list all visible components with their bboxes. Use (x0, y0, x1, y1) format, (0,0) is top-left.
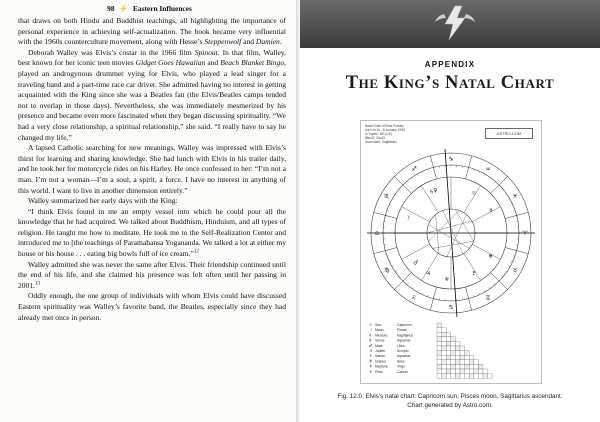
degree-tick (407, 181, 408, 183)
degree-tick (407, 284, 408, 286)
planet-row-glyph: ☽ (369, 327, 373, 333)
degree-tick (417, 174, 418, 176)
aspect-cell (474, 360, 479, 365)
planet-row-sign: Pisces (397, 328, 407, 333)
natal-chart-figure (360, 120, 542, 384)
planet-row-glyph: ♄ (369, 353, 373, 359)
degree-tick (392, 199, 394, 200)
house-cusp (472, 244, 500, 259)
text-run: “I think Elvis found in me an empty vessel into which he could pour all the knowledge that he had acquired. We talked about Buddhism, Hinduism, and all types of religion. He taught me how to meditate. He took me to the Self-Realization Center and introduced me to [the teachings of Paramahansa Yogananda. We talked a lot at either my house or his house . . . eating big bowls full of ice cream.” (18, 206, 286, 259)
aspect-cell (442, 369, 447, 374)
house-cusp (464, 186, 481, 213)
aspect-cell (455, 346, 460, 351)
aspect-cell (483, 369, 488, 374)
zodiac-glyph: ♒ (485, 166, 491, 174)
aspect-cell (437, 360, 442, 365)
sign-divider (505, 212, 528, 218)
aspect-cell (455, 341, 460, 346)
aspect-cell (455, 351, 460, 356)
footnote-ref: 13 (34, 281, 40, 287)
aspect-cell (437, 341, 442, 346)
aspect-cell (442, 328, 447, 333)
planet-row-glyph: ☿ (369, 332, 372, 338)
degree-tick (387, 256, 389, 257)
aspect-cell (451, 346, 456, 351)
figure-caption: Fig. 12.0. Elvis’s natal chart: Capricorn sun, Pisces moon, Sagittarius ascendant. Chart generated by Astro.com. (337, 393, 563, 409)
body-paragraph (18, 291, 286, 323)
aspect-cell (446, 332, 451, 337)
planet-row-glyph: ♅ (369, 358, 373, 364)
planet-row-sign: Aquarius (397, 354, 411, 359)
aspect-cell (469, 355, 474, 360)
running-header (0, 4, 299, 13)
degree-tick (498, 280, 499, 281)
zodiac-glyph: ♎ (374, 230, 380, 238)
body-paragraph (18, 143, 286, 196)
sign-divider (430, 287, 436, 310)
degree-tick (417, 290, 418, 292)
planet-glyph: ☽ (405, 215, 411, 222)
degree-tick (505, 271, 507, 272)
winged-lightning-logo-icon (435, 4, 475, 42)
page-number: 98 (107, 4, 115, 13)
text-run: , played an androgynous drummer vying for Elvis, who played a lead singer for a traveling band and a part-time race car driver. She admitted having no interest in getting acquainted with the King since she was a Beatles fan (the Elvis/Beatles camps tended not to overlap in those days). Nevertheless, she was immediately mesmerized by his presence and became even more fascinated when they began discussing spirituality. “We had a very close relationship, a spiritual relationship,” she said. “I really have to say he changed my life.” (18, 58, 286, 142)
aspect-cell (446, 374, 451, 379)
planet-row-name: Mars (375, 343, 383, 348)
zodiac-glyph: ♑ (448, 156, 454, 164)
degree-tick (502, 275, 504, 276)
aspect-cell (455, 360, 460, 365)
italic-title: Spinout (194, 47, 218, 57)
planet-row-name: Venus (375, 338, 385, 343)
house-cusp (402, 244, 430, 259)
aspect-cell (437, 364, 442, 369)
planet-row-sign: Aquarius (397, 338, 411, 343)
degree-tick (412, 287, 413, 289)
planet-glyph: ♆ (444, 276, 450, 283)
aspect-cell (469, 360, 474, 365)
degree-tick (474, 169, 475, 171)
planet-row-name: Moon (375, 328, 384, 333)
planet-glyph: ☿ (489, 208, 493, 214)
degree-tick (399, 275, 401, 276)
aspect-cell (437, 351, 442, 356)
degree-tick (513, 256, 515, 257)
body-paragraph (18, 196, 286, 207)
aspect-line (455, 209, 473, 241)
aspect-cell (478, 369, 483, 374)
aspect-cell (460, 346, 465, 351)
planet-row-glyph: ♀ (369, 337, 372, 343)
chart-header-line: 88w42, 34n15 (365, 136, 386, 140)
chart-header-line: Natal Chart of Elvis Presley (365, 124, 404, 128)
text-run: Deborah Walley was Elvis’s costar in the 1966 film (28, 47, 195, 57)
aspect-cell (455, 374, 460, 379)
aspect-cell (442, 360, 447, 365)
aspect-cell (465, 369, 470, 374)
sign-divider (374, 212, 397, 218)
aspect-cell (460, 364, 465, 369)
degree-tick (395, 271, 397, 272)
aspect-cell (437, 355, 442, 360)
planet-glyph: ♇ (471, 270, 477, 277)
chapter-title: The King’s Natal Chart (345, 73, 555, 93)
aspect-cell (451, 360, 456, 365)
planet-glyph: ♃ (425, 270, 431, 277)
degree-tick (403, 185, 404, 186)
aspect-cell (465, 351, 470, 356)
aspect-cell (446, 369, 451, 374)
planet-glyph: ♂ (413, 260, 419, 267)
planet-row-name: Jupiter (375, 349, 386, 353)
aspect-cell (442, 346, 447, 351)
degree-tick (403, 280, 404, 281)
italic-title: Damien (255, 37, 280, 47)
planet-row-glyph: ♃ (369, 348, 373, 353)
degree-tick (505, 194, 507, 195)
aspect-cell (442, 355, 447, 360)
text-run: Walley admitted she was never the same after Elvis. Their friendship continued until the end of his life, and she claimed his presence was felt often until her passing in 2001. (18, 259, 286, 290)
aspect-cell (442, 332, 447, 337)
body-text (18, 16, 286, 323)
aspect-cell (446, 364, 451, 369)
planet-row-sign: Cancer (397, 369, 408, 374)
planet-row-sign: Virgo (397, 364, 405, 369)
planet-row-sign: Capricorn (397, 323, 412, 327)
aspect-cell (465, 374, 470, 379)
aspect-cell (442, 351, 447, 356)
aspect-cell (474, 374, 479, 379)
planet-row-glyph: ♂ (369, 342, 373, 348)
aspect-cell (437, 346, 442, 351)
italic-title: Beach Blanket Bingo (220, 58, 285, 68)
degree-tick (412, 177, 413, 179)
chart-header-line: Ascendant: Sagittarius (365, 140, 397, 144)
aspect-cell (442, 341, 447, 346)
running-title: Eastern Influences (132, 4, 192, 13)
degree-tick (489, 177, 490, 179)
aspect-line (428, 225, 469, 249)
text-run: Walley summarized her early days with the King: (28, 196, 178, 206)
aspect-cell (442, 374, 447, 379)
aspect-cell (465, 364, 470, 369)
aspect-cell (451, 374, 456, 379)
planet-row-sign: Sagittarius (397, 333, 414, 338)
planet-row-name: Neptune (375, 364, 388, 369)
degree-tick (428, 295, 429, 297)
degree-tick (479, 293, 480, 295)
sign-divider (374, 247, 397, 253)
footnote-ref: 12 (193, 249, 199, 255)
aspect-cell (437, 369, 442, 374)
degree-tick (508, 199, 510, 200)
degree-tick (395, 194, 397, 195)
appendix-label: APPENDIX (424, 60, 476, 69)
aspect-cell (451, 364, 456, 369)
degree-tick (422, 171, 423, 173)
aspect-cell (469, 369, 474, 374)
aspect-cell (455, 355, 460, 360)
aspect-cell (437, 328, 442, 333)
degree-tick (389, 204, 391, 205)
aspect-cell (437, 332, 442, 337)
degree-tick (389, 261, 391, 262)
aspect-cell (437, 337, 442, 342)
aspect-cell (451, 355, 456, 360)
aspect-cell (460, 374, 465, 379)
lightning-bolt-icon: ⚡ (119, 5, 129, 13)
degree-tick (392, 266, 394, 267)
aspect-cell (460, 351, 465, 356)
aspect-cell (451, 351, 456, 356)
chart-header (365, 125, 537, 151)
degree-tick (428, 169, 429, 171)
planet-glyph: ♄ (429, 189, 435, 196)
degree-tick (387, 210, 389, 211)
planet-row-glyph: ♆ (369, 363, 373, 369)
degree-tick (511, 204, 513, 205)
planet-row-sign: Libra (397, 343, 405, 348)
zodiac-glyph: ♏ (384, 193, 390, 201)
planet-row-name: Uranus (375, 359, 386, 364)
aspect-cell (465, 360, 470, 365)
planet-row-sign: Scorpio (397, 349, 409, 353)
degree-tick (513, 210, 515, 211)
aspect-cell (446, 360, 451, 365)
right-page (300, 0, 600, 422)
planet-row-name: Pluto (375, 369, 383, 374)
aspect-cell (474, 364, 479, 369)
zodiac-glyph: ♋ (448, 304, 454, 312)
text-run: Oddly enough, the one group of individuals with whom Elvis could have discussed Eastern spirituality was Walley’s favorite band, the Beatles, especially since they had already met once in person. (18, 291, 286, 322)
chart-header-line: born on Tu., 8 January 1935 (365, 128, 405, 132)
aspect-cell (469, 364, 474, 369)
aspect-cell (451, 337, 456, 342)
italic-title: Gidget Goes Hawaiian (135, 58, 206, 68)
degree-tick (493, 181, 494, 183)
text-run: and (205, 58, 221, 68)
aspect-cell (442, 364, 447, 369)
aspect-cell (437, 323, 442, 328)
natal-wheel (367, 149, 535, 317)
aspect-cell (455, 369, 460, 374)
zodiac-glyph: ♈ (522, 230, 528, 238)
degree-tick (508, 266, 510, 267)
aspect-line (427, 221, 472, 233)
planet-aspect-table (367, 321, 535, 379)
aspect-cell (460, 360, 465, 365)
zodiac-glyph: ♍ (384, 267, 390, 275)
aspect-cell (478, 374, 483, 379)
body-paragraph (18, 207, 286, 260)
planet-row-name: Saturn (375, 354, 385, 359)
aspect-cell (460, 369, 465, 374)
planet-glyph: ♅ (488, 254, 494, 260)
planet-row-glyph: ♇ (369, 368, 373, 374)
left-page (0, 0, 299, 422)
aspect-line (428, 210, 459, 241)
degree-tick (422, 293, 423, 295)
aspect-cell (446, 351, 451, 356)
aspect-cell (460, 355, 465, 360)
zodiac-glyph: ♊ (485, 294, 491, 302)
planet-row-sign: Aries (397, 359, 405, 364)
degree-tick (479, 171, 480, 173)
astro-logo: ASTRO.COM (485, 128, 533, 139)
planet-row-name: Sun (375, 323, 382, 327)
text-run: . (279, 37, 282, 47)
zodiac-glyph: ♌ (411, 294, 417, 302)
aspect-cell (451, 341, 456, 346)
aspect-cell (455, 364, 460, 369)
aspect-cell (469, 374, 474, 379)
aspect-cell (446, 355, 451, 360)
planet-row-glyph: ☉ (369, 322, 373, 327)
planet-glyph: ☉ (471, 191, 477, 198)
italic-title: Steppenwolf (204, 37, 242, 47)
degree-tick (511, 261, 513, 262)
degree-tick (498, 185, 499, 186)
text-run: A lapsed Catholic searching for new meanings, Walley was impressed with Elvis’s thirst for learning and sharing knowledge. She had lunch with Elvis in his trailer daily, and he took her for motorcycle rides on his Harley. He once confessed to her: “I’m not a man. I’m not a woman—I’m a soul, a spirit, a force. I have no interest in anything of this world. I want to live in another dimension entirely.” (18, 143, 286, 195)
degree-tick (474, 295, 475, 297)
aspect-cell (451, 369, 456, 374)
zodiac-glyph: ♉ (512, 267, 518, 275)
house-cusp (472, 207, 500, 222)
aspect-cell (446, 337, 451, 342)
planet-row-name: Mercury (375, 333, 388, 338)
aspect-cell (483, 374, 488, 379)
degree-tick (502, 189, 504, 190)
body-paragraph (18, 16, 286, 48)
aspect-cell (465, 355, 470, 360)
zodiac-glyph: ♓ (512, 193, 518, 201)
chart-header-line: in Tupelo, MS (US) (365, 132, 392, 136)
aspect-cell (474, 369, 479, 374)
aspect-cell (478, 364, 483, 369)
aspect-cell (488, 374, 493, 379)
header-banner (300, 0, 600, 48)
aspect-cell (437, 374, 442, 379)
body-paragraph (18, 260, 286, 292)
planet-glyph: ♀ (433, 187, 438, 194)
aspect-cell (446, 341, 451, 346)
degree-tick (399, 189, 401, 190)
text-run: and (241, 37, 256, 47)
zodiac-glyph: ♐ (411, 166, 417, 174)
sign-divider (505, 247, 528, 253)
degree-tick (493, 284, 494, 286)
degree-tick (484, 174, 485, 176)
degree-tick (489, 287, 490, 289)
body-paragraph (18, 48, 286, 143)
aspect-cell (442, 337, 447, 342)
text-run: . In that film, Walley, best known for her iconic teen movies (18, 47, 287, 68)
aspect-cell (446, 346, 451, 351)
degree-tick (484, 290, 485, 292)
text-run: that draws on both Hindu and Buddhist teachings, all highlighting the importance of personal experience in achieving self-actualization. The book became very influential with the 1960s counterculture movement, along with Hesse’s (18, 16, 286, 47)
